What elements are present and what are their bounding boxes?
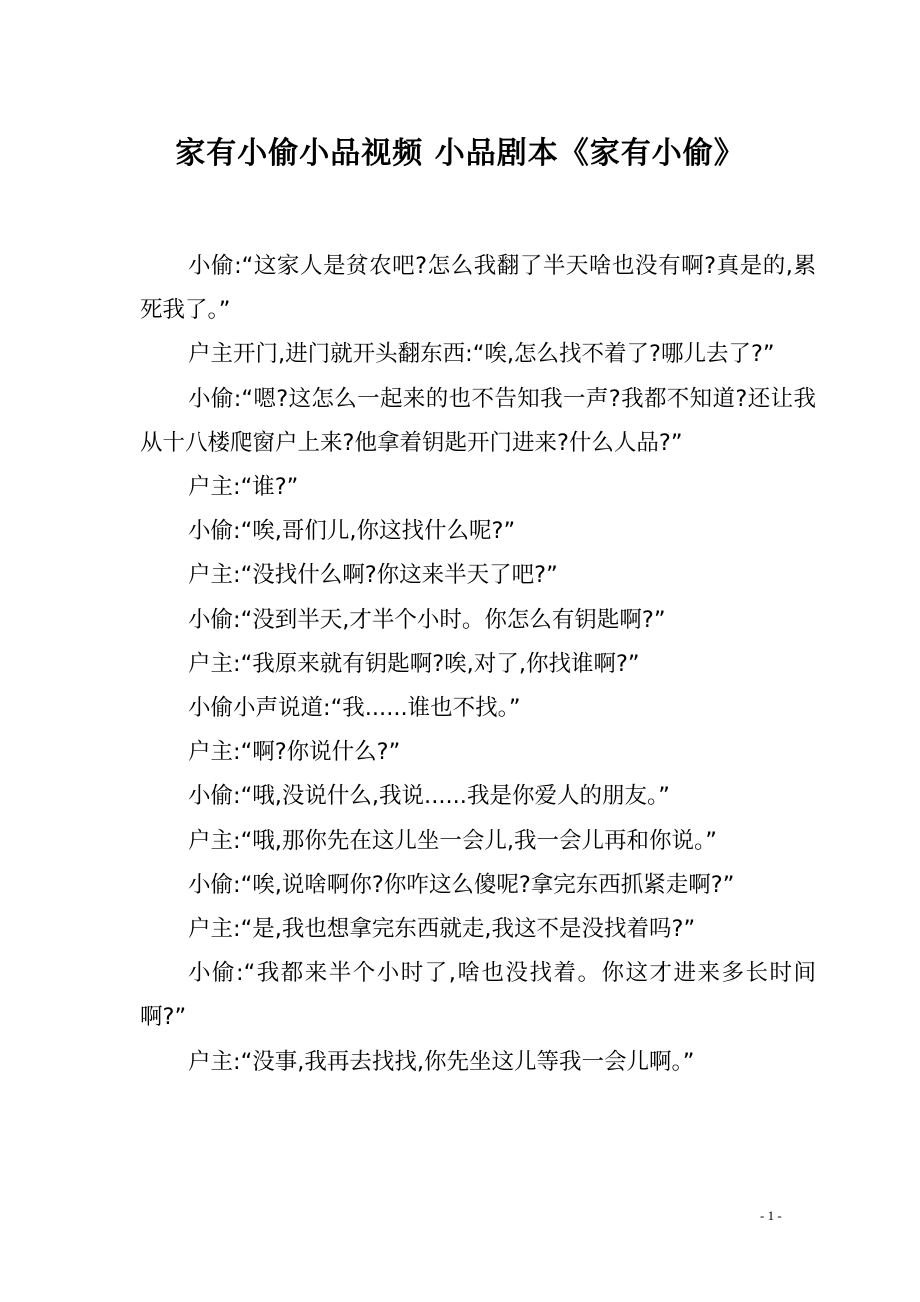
dialogue-paragraph: 小偷:“哦,没说什么,我说......我是你爱人的朋友。” (188, 783, 670, 810)
dialogue-paragraph: 户主:“啊?你说什么?” (188, 739, 401, 766)
dialogue-paragraph: 户主:“没找什么啊?你这来半天了吧?” (188, 562, 558, 589)
dialogue-paragraph: 户主:“我原来就有钥匙啊?唉,对了,你找谁啊?” (188, 650, 640, 677)
dialogue-paragraph: 小偷:“唉,哥们儿,你这找什么呢?” (188, 518, 516, 545)
dialogue-paragraph: 户主:“没事,我再去找找,你先坐这儿等我一会儿啊。” (188, 1048, 695, 1075)
dialogue-paragraph: 小偷:“这家人是贫农吧?怎么我翻了半天啥也没有啊?真是的,累死我了。” (140, 253, 816, 324)
dialogue-paragraph: 户主:“谁?” (188, 474, 299, 501)
dialogue-paragraph: 户主:“哦,那你先在这儿坐一会儿,我一会儿再和你说。” (188, 827, 717, 854)
dialogue-paragraph: 小偷:“没到半天,才半个小时。你怎么有钥匙啊?” (188, 606, 666, 633)
dialogue-paragraph: 户主:“是,我也想拿完东西就走,我这不是没找着吗?” (188, 916, 696, 943)
document-title: 家有小偷小品视频 小品剧本《家有小偷》 (175, 136, 745, 171)
dialogue-paragraph: 户主开门,进门就开头翻东西:“唉,怎么找不着了?哪儿去了?” (188, 341, 775, 368)
dialogue-paragraph: 小偷:“嗯?这怎么一起来的也不告知我一声?我都不知道?还让我从十八楼爬窗户上来?他拿着钥匙开门进来?什么人品?” (140, 385, 816, 456)
document-body (140, 244, 816, 1084)
dialogue-paragraph: 小偷小声说道:“我......谁也不找。” (188, 695, 521, 722)
page-number: - 1 - (760, 1208, 782, 1223)
dialogue-paragraph: 小偷:“我都来半个小时了,啥也没找着。你这才进来多长时间啊?” (140, 960, 816, 1031)
dialogue-paragraph: 小偷:“唉,说啥啊你?你咋这么傻呢?拿完东西抓紧走啊?” (188, 871, 735, 898)
